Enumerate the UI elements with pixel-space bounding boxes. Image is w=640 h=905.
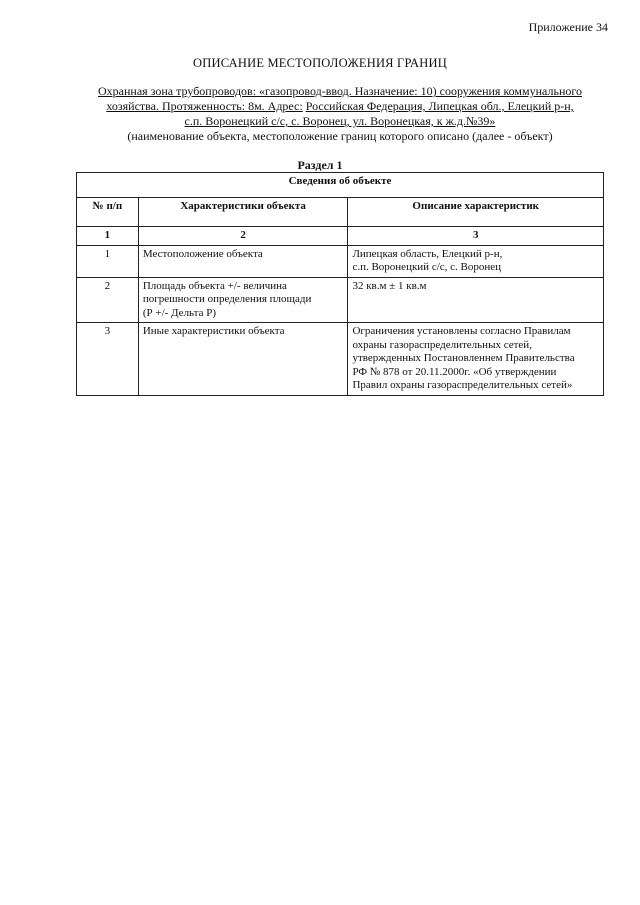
column-header-description: Описание характеристик	[348, 198, 604, 227]
column-header-num: № п/п	[77, 198, 139, 227]
characteristic-line: (Р +/- Дельта Р)	[142, 306, 217, 319]
object-description	[60, 84, 620, 144]
column-number-2: 2	[138, 227, 348, 246]
column-number-1: 1	[77, 227, 139, 246]
description-line: охраны газораспределительных сетей,	[352, 338, 532, 351]
table-row	[77, 245, 604, 277]
row-description	[348, 323, 604, 396]
description-line: РФ № 878 от 20.11.2000г. «Об утверждении	[352, 365, 557, 378]
description-line: Ограничения установлены согласно Правилам	[352, 325, 571, 337]
object-caption: (наименование объекта, местоположение границ которого описано (далее - объект)	[127, 129, 553, 143]
row-description: 32 кв.м ± 1 кв.м	[348, 277, 604, 323]
object-line-2a: хозяйства. Протяженность: 8м. Адрес:	[106, 99, 303, 113]
table-row	[77, 323, 604, 396]
row-characteristic: Местоположение объекта	[138, 245, 348, 277]
characteristic-line: погрешности определения площади	[142, 293, 312, 305]
object-line-3: с.п. Воронецкий с/с, с. Воронец, ул. Воронецкая, к ж.д.№39»	[184, 114, 496, 128]
row-characteristic: Иные характеристики объекта	[138, 323, 348, 396]
document-title: ОПИСАНИЕ МЕСТОПОЛОЖЕНИЯ ГРАНИЦ	[193, 56, 447, 70]
table-title: Сведения об объекте	[77, 173, 604, 198]
appendix-label: Приложение 34	[528, 20, 608, 34]
row-characteristic	[138, 277, 348, 323]
row-number: 1	[77, 245, 139, 277]
column-header-characteristic: Характеристики объекта	[138, 198, 348, 227]
description-line: Правил охраны газораспределительных сетей»	[352, 379, 573, 391]
table-row	[77, 277, 604, 323]
object-line-1: Охранная зона трубопроводов: «газопровод-ввод. Назначение: 10) сооружения коммунального	[98, 84, 582, 98]
description-line: Липецкая область, Елецкий р-н,	[352, 247, 503, 260]
section-title: Раздел 1	[297, 158, 343, 172]
row-description	[348, 245, 604, 277]
description-line: с.п. Воронецкий с/с, с. Воронец	[352, 261, 502, 273]
description-line: утвержденных Постановленнем Правительства	[352, 352, 575, 364]
object-info-table	[76, 172, 604, 396]
row-number: 3	[77, 323, 139, 396]
row-number: 2	[77, 277, 139, 323]
characteristic-line: Площадь объекта +/- величина	[142, 279, 287, 292]
column-number-3: 3	[348, 227, 604, 246]
object-line-2b: Российская Федерация, Липецкая обл., Елецкий р-н,	[305, 99, 574, 113]
